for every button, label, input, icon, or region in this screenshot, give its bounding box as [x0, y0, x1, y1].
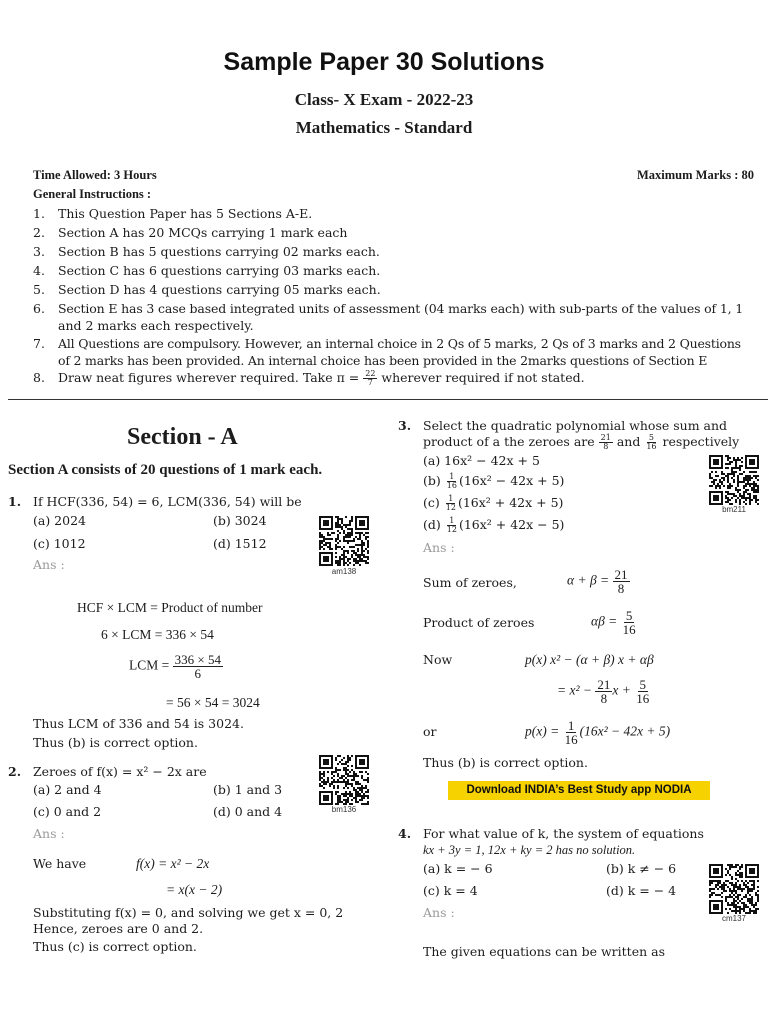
- solution-equation: [567, 568, 630, 595]
- instruction-text: Section D has 4 questions carrying 05 marks each.: [58, 282, 381, 297]
- fraction-denominator: 16: [646, 442, 657, 451]
- instruction-number: 8.: [33, 370, 45, 385]
- solution-line: Now: [423, 652, 453, 667]
- equation-part: α + β =: [567, 572, 610, 588]
- solution-equation: [557, 678, 651, 705]
- equation-fraction: [613, 568, 630, 595]
- qr-code-icon[interactable]: [319, 755, 369, 805]
- option-prefix: (b): [423, 473, 441, 488]
- solution-line: Product of zeroes: [423, 615, 535, 630]
- section-heading: Section - A: [127, 424, 238, 450]
- instruction-text: of 2 marks has been provided. An internal choice has been provided in the 2marks questions of Section E: [58, 353, 708, 368]
- instruction-text: Section E has 3 case based integrated units of assessment (04 marks each) with sub-parts of the values of 1, 1: [58, 301, 744, 316]
- solution-equation: [591, 609, 638, 636]
- option-d: [423, 517, 564, 534]
- option-expression: (16x² + 42x + 5): [457, 495, 564, 510]
- option-fraction: [445, 517, 459, 534]
- fraction-denominator: 16: [564, 732, 578, 747]
- question-text: kx + 3y = 1, 12x + ky = 2 has no solution.: [423, 843, 636, 857]
- solution-equation: [525, 719, 670, 746]
- fraction-denominator: 12: [446, 525, 457, 534]
- question-number: 3.: [398, 418, 412, 433]
- instruction-number: 3.: [33, 244, 45, 259]
- option-prefix: (c): [423, 495, 440, 510]
- qr-code-label: am138: [331, 567, 357, 576]
- option-b: (b) 1 and 3: [213, 782, 283, 797]
- lcm-numerator: 336 × 54: [174, 652, 221, 667]
- instruction-text: and 2 marks each respectively.: [58, 318, 254, 333]
- solution-equation: f(x) = x² − 2x: [136, 856, 210, 871]
- option-b: (b) 3024: [213, 513, 267, 528]
- instruction-number: 1.: [33, 206, 45, 221]
- instruction-number: 6.: [33, 301, 45, 316]
- fraction-numerator: 21: [597, 677, 611, 692]
- solution-line: Substituting f(x) = 0, and solving we get x = 0, 2: [33, 905, 344, 920]
- option-fraction: [444, 495, 458, 512]
- maximum-marks: Maximum Marks : 80: [637, 168, 754, 182]
- fraction-numerator: 5: [648, 433, 654, 442]
- qr-code-icon[interactable]: [709, 455, 759, 505]
- fraction-numerator: 21: [614, 567, 628, 582]
- solution-line: [129, 653, 223, 680]
- option-d: (d) 1512: [213, 536, 267, 551]
- question-text: Select the quadratic polynomial whose sum and: [423, 418, 728, 433]
- answer-label: Ans :: [423, 540, 455, 555]
- option-d: (d) k = − 4: [606, 883, 677, 898]
- solution-equation: p(x) x² − (α + β) x + αβ: [525, 652, 654, 667]
- fraction-denominator: 16: [636, 691, 650, 706]
- equation-fraction: [621, 609, 638, 636]
- option-fraction: [445, 473, 459, 490]
- pi-numerator: 22: [365, 369, 376, 378]
- option-prefix: (d): [423, 517, 441, 532]
- fraction-denominator: 8: [600, 691, 608, 706]
- instruction-text: Section A has 20 MCQs carrying 1 mark each: [58, 225, 348, 240]
- fraction-numerator: 5: [639, 677, 646, 692]
- paper-title: Sample Paper 30 Solutions: [223, 48, 545, 76]
- fraction-numerator: 1: [448, 494, 454, 503]
- conclusion-text: Thus (b) is correct option.: [33, 735, 198, 750]
- option-expression: (16x² − 42x + 5): [458, 473, 565, 488]
- download-app-banner[interactable]: Download INDIA’s Best Study app NODIA: [448, 781, 710, 800]
- solution-line: = 56 × 54 = 3024: [166, 695, 260, 710]
- lcm-denominator: 6: [194, 666, 202, 681]
- fraction-numerator: 1: [567, 718, 575, 733]
- solution-line: HCF × LCM = Product of number: [77, 600, 263, 615]
- instruction-number: 2.: [33, 225, 45, 240]
- solution-line: We have: [33, 856, 87, 871]
- question-text: For what value of k, the system of equations: [423, 826, 704, 841]
- general-instructions-label: General Instructions :: [33, 187, 152, 201]
- instruction-text: [58, 370, 585, 387]
- conclusion-text: Thus LCM of 336 and 54 is 3024.: [33, 716, 244, 731]
- qr-code-label: bm136: [331, 805, 357, 814]
- instruction-text: Section C has 6 questions carrying 03 marks each.: [58, 263, 381, 278]
- section-subheading: Section A consists of 20 questions of 1 mark each.: [8, 462, 323, 478]
- question-text-part: respectively: [662, 434, 740, 449]
- conclusion-text: Thus (c) is correct option.: [33, 939, 197, 954]
- solution-line: Sum of zeroes,: [423, 575, 517, 590]
- option-b: (b) k ≠ − 6: [606, 861, 677, 876]
- option-a: (a) 2 and 4: [33, 782, 102, 797]
- question-text-part: and: [616, 434, 641, 449]
- option-c: [423, 495, 563, 512]
- option-expression: (16x² + 42x − 5): [458, 517, 565, 532]
- instruction-text: Section B has 5 questions carrying 02 marks each.: [58, 244, 380, 259]
- question-text: [423, 434, 739, 451]
- question-text-part: product of a the zeroes are: [423, 434, 595, 449]
- question-number: 4.: [398, 826, 412, 841]
- solution-line: or: [423, 724, 437, 739]
- pi-fraction: [363, 370, 377, 387]
- option-c: (c) 0 and 2: [33, 804, 102, 819]
- product-fraction: [644, 434, 658, 451]
- answer-label: Ans :: [33, 557, 65, 572]
- lcm-lhs: LCM =: [129, 657, 170, 673]
- solution-equation: = x(x − 2): [166, 882, 223, 897]
- question-text: If HCF(336, 54) = 6, LCM(336, 54) will be: [33, 494, 302, 509]
- equation-fraction: [595, 678, 612, 705]
- instruction-text-a: Draw neat figures wherever required. Take π =: [58, 370, 364, 385]
- fraction-denominator: 12: [445, 503, 456, 512]
- qr-code-label: bm211: [722, 505, 746, 514]
- pi-denominator: 7: [367, 378, 373, 387]
- instruction-number: 5.: [33, 282, 45, 297]
- fraction-denominator: 16: [446, 481, 457, 490]
- equation-part: = x² −: [557, 682, 593, 698]
- instruction-text-b: wherever required if not stated.: [377, 370, 585, 385]
- instruction-text: All Questions are compulsory. However, an internal choice in 2 Qs of 5 marks, 2 Qs of 3 marks and 2 Questions: [58, 336, 741, 351]
- equation-part: (16x² − 42x + 5): [579, 723, 671, 739]
- answer-label: Ans :: [423, 905, 455, 920]
- sum-fraction: [599, 434, 613, 451]
- instruction-number: 7.: [33, 336, 45, 351]
- answer-label: Ans :: [33, 826, 65, 841]
- class-line: Class- X Exam - 2022-23: [294, 90, 474, 109]
- option-a: (a) 2024: [33, 513, 86, 528]
- option-c: (c) 1012: [33, 536, 86, 551]
- option-b: [423, 473, 564, 490]
- qr-code-label: cm137: [721, 914, 746, 923]
- subject-line: Mathematics - Standard: [295, 118, 473, 137]
- equation-part: x +: [612, 682, 631, 698]
- equation-fraction: [634, 678, 651, 705]
- fraction-numerator: 21: [600, 433, 611, 442]
- option-c: (c) k = 4: [423, 883, 478, 898]
- equation-fraction: [563, 719, 580, 746]
- fraction-numerator: 1: [449, 516, 455, 525]
- fraction-denominator: 8: [603, 442, 609, 451]
- solution-line: The given equations can be written as: [423, 944, 665, 959]
- qr-code-icon[interactable]: [319, 516, 369, 566]
- question-number: 2.: [8, 764, 22, 779]
- option-a: (a) 16x² − 42x + 5: [423, 453, 540, 468]
- fraction-denominator: 16: [622, 622, 636, 637]
- instruction-text: This Question Paper has 5 Sections A-E.: [58, 206, 313, 221]
- option-a: (a) k = − 6: [423, 861, 493, 876]
- time-allowed: Time Allowed: 3 Hours: [33, 168, 157, 182]
- solution-line: Hence, zeroes are 0 and 2.: [33, 921, 204, 936]
- equation-part: p(x) =: [525, 723, 560, 739]
- instruction-number: 4.: [33, 263, 45, 278]
- option-d: (d) 0 and 4: [213, 804, 283, 819]
- question-text: Zeroes of f(x) = x² − 2x are: [33, 764, 207, 779]
- fraction-numerator: 1: [449, 472, 455, 481]
- fraction-denominator: 8: [617, 581, 625, 596]
- solution-line: 6 × LCM = 336 × 54: [101, 627, 214, 642]
- equation-part: αβ =: [591, 613, 618, 629]
- conclusion-text: Thus (b) is correct option.: [423, 755, 588, 770]
- lcm-fraction: [173, 653, 223, 680]
- fraction-numerator: 5: [625, 608, 633, 623]
- question-number: 1.: [8, 494, 22, 509]
- divider: [8, 399, 768, 400]
- qr-code-icon[interactable]: [709, 864, 759, 914]
